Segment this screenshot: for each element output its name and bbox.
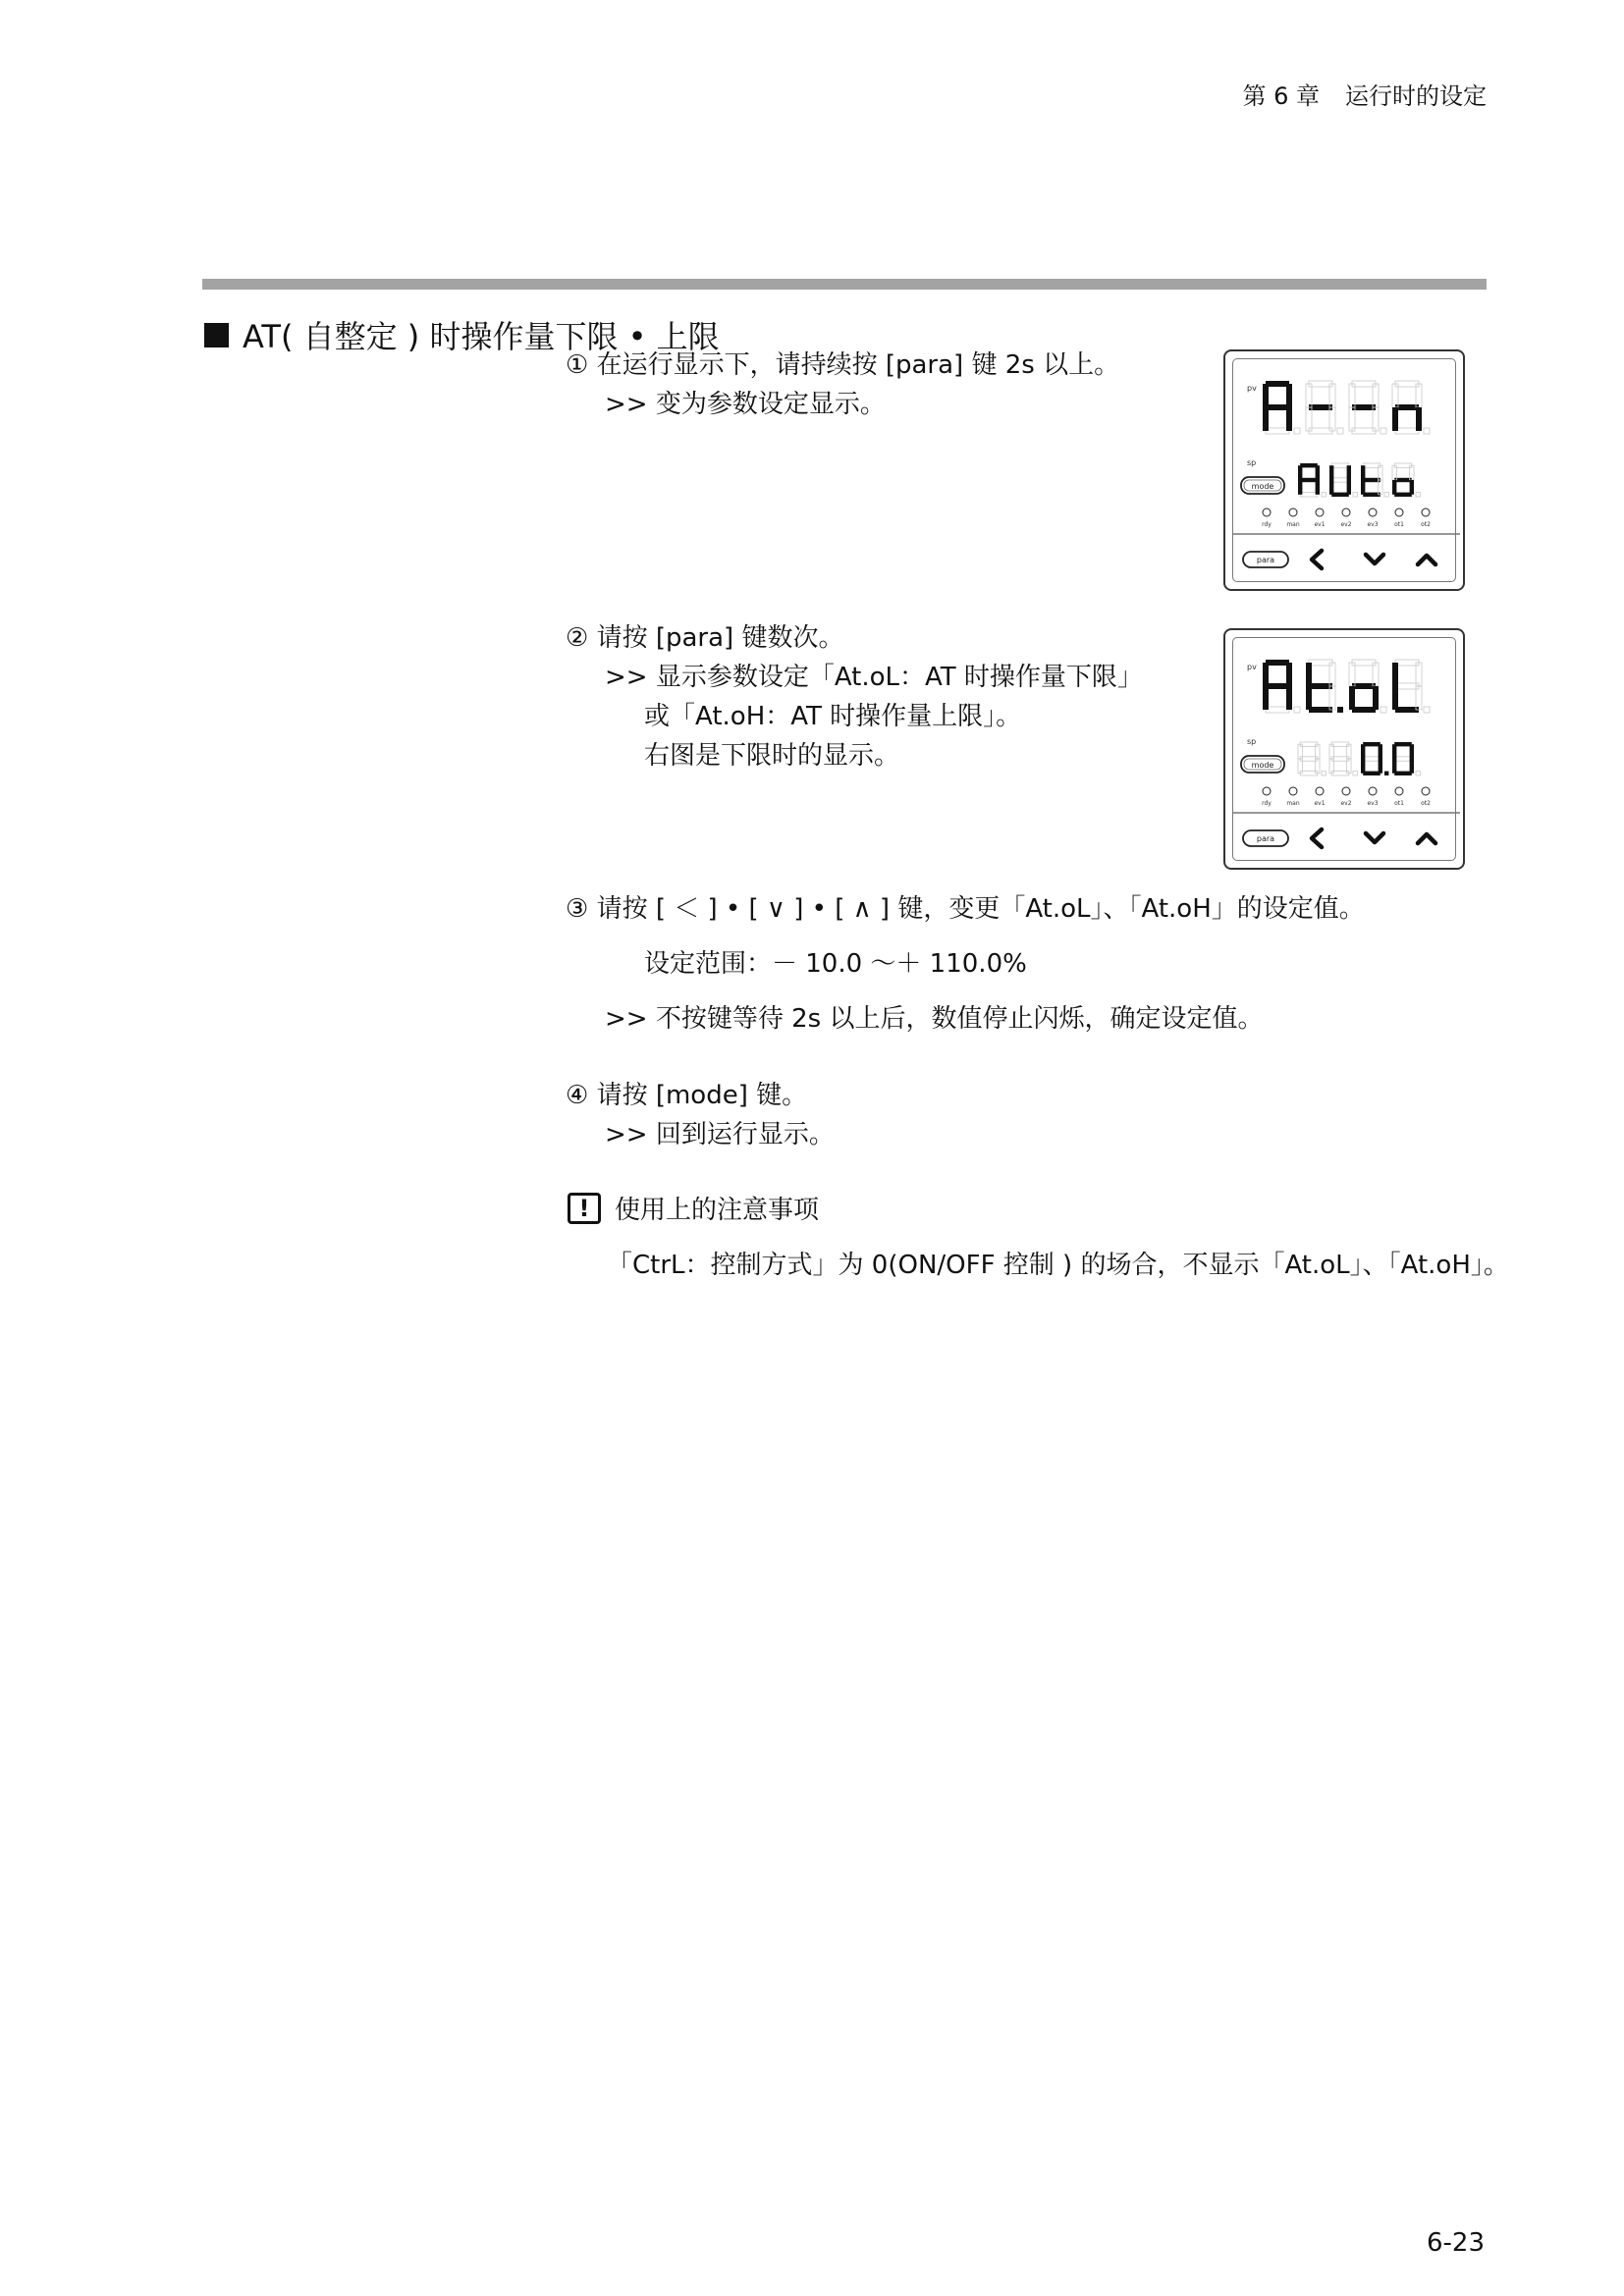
- segment: [1395, 660, 1419, 666]
- indicator-leds: [1262, 787, 1431, 807]
- indicator-led-icon: [1342, 508, 1350, 516]
- sp-label: sp: [1247, 458, 1257, 467]
- segment: [1394, 463, 1412, 467]
- decimal-point: [1294, 428, 1300, 434]
- decimal-point: [1424, 428, 1430, 434]
- step-2-line-3: 或「At.oH：AT 时操作量上限」。: [644, 702, 1022, 731]
- sp-display: [1298, 742, 1420, 775]
- segment: [1395, 683, 1419, 689]
- segment: [1300, 478, 1318, 482]
- segment: [1379, 759, 1382, 774]
- segment: [1410, 480, 1414, 495]
- segment: [1286, 663, 1292, 686]
- caution-title: 使用上的注意事项: [615, 1196, 820, 1225]
- indicator-led-icon: [1395, 508, 1403, 516]
- indicator-led-icon: [1316, 508, 1324, 516]
- segment: [1331, 463, 1349, 467]
- para-button[interactable]: [1243, 830, 1288, 846]
- up-arrow-key-icon[interactable]: [1418, 556, 1435, 564]
- segment: [1266, 660, 1289, 666]
- segment: [1416, 686, 1422, 710]
- segment: [1316, 465, 1320, 480]
- indicator-led-icon: [1263, 787, 1271, 795]
- indicator-led-label: ev2: [1340, 521, 1352, 528]
- segment: [1373, 407, 1379, 431]
- segment: [1306, 407, 1312, 431]
- mode-button[interactable]: [1241, 477, 1284, 494]
- segment: [1347, 480, 1351, 495]
- step-4-line-2: >> 回到运行显示。: [605, 1120, 835, 1149]
- segment: [1266, 381, 1289, 387]
- segment: [1373, 663, 1379, 686]
- segment: [1416, 663, 1422, 686]
- down-arrow-key-icon[interactable]: [1366, 833, 1383, 842]
- segment: [1329, 663, 1335, 686]
- segment: [1352, 683, 1376, 689]
- segment: [1329, 407, 1335, 431]
- decimal-point: [1416, 493, 1420, 497]
- decimal-point: [1353, 772, 1357, 775]
- controller-face-1: [1225, 351, 1467, 593]
- segment: [1363, 772, 1380, 775]
- section-title: AT( 自整定 ) 时操作量下限 • 上限: [243, 318, 720, 355]
- seven-segment-digit: [1349, 381, 1386, 434]
- segment: [1352, 428, 1376, 434]
- indicator-led-icon: [1395, 787, 1403, 795]
- decimal-point: [1384, 772, 1388, 775]
- segment: [1286, 384, 1292, 407]
- page-number: 6-23: [1426, 2228, 1485, 2258]
- segment: [1309, 707, 1332, 713]
- segment: [1331, 742, 1349, 746]
- decimal-point: [1380, 428, 1386, 434]
- segment: [1394, 493, 1412, 497]
- seven-segment-digit: [1306, 381, 1343, 434]
- seven-segment-digit: [1329, 463, 1357, 497]
- indicator-led-label: man: [1286, 521, 1300, 528]
- caution-heading: [568, 1190, 819, 1226]
- segment: [1392, 407, 1398, 431]
- segment: [1395, 404, 1419, 410]
- seven-segment-digit: [1263, 660, 1300, 713]
- segment: [1349, 407, 1355, 431]
- step-2-line-2: >> 显示参数设定「At.oL：AT 时操作量下限」: [605, 663, 1143, 692]
- indicator-led-icon: [1263, 508, 1271, 516]
- step-4: [566, 1076, 835, 1154]
- segment: [1306, 384, 1312, 407]
- section-rule: [202, 279, 1487, 290]
- segment: [1363, 742, 1380, 746]
- step-3-line-3: >> 不按键等待 2s 以上后，数值停止闪烁，确定设定值。: [605, 1004, 1264, 1034]
- decimal-point: [1384, 493, 1388, 497]
- segment: [1373, 686, 1379, 710]
- segment: [1352, 660, 1376, 666]
- segment: [1329, 686, 1335, 710]
- segment: [1395, 381, 1419, 387]
- sp-label: sp: [1247, 737, 1257, 746]
- segment: [1373, 384, 1379, 407]
- segment: [1395, 428, 1419, 434]
- segment: [1379, 480, 1382, 495]
- segment: [1329, 465, 1333, 480]
- para-button[interactable]: [1243, 552, 1288, 567]
- seven-segment-digit: [1298, 463, 1326, 497]
- pv-display: [1263, 381, 1430, 434]
- step-3: [566, 889, 1365, 1039]
- segment: [1300, 493, 1318, 497]
- seven-segment-digit: [1329, 742, 1357, 775]
- segment: [1306, 663, 1312, 686]
- indicator-led-label: ev1: [1314, 800, 1326, 807]
- indicator-leds: [1262, 508, 1431, 528]
- segment: [1286, 686, 1292, 710]
- up-arrow-key-icon[interactable]: [1418, 834, 1435, 843]
- segment: [1309, 660, 1332, 666]
- segment: [1392, 384, 1398, 407]
- seven-segment-digit: [1263, 381, 1300, 434]
- step-2-line-4: 右图是下限时的显示。: [644, 741, 900, 771]
- indicator-led-icon: [1342, 787, 1350, 795]
- indicator-led-label: rdy: [1262, 521, 1272, 528]
- segment: [1361, 465, 1365, 480]
- segment: [1298, 480, 1302, 495]
- indicator-led-label: rdy: [1262, 800, 1272, 807]
- step-2-line-1: ② 请按 [para] 键数次。: [566, 623, 844, 653]
- seven-segment-digit: [1392, 660, 1430, 713]
- segment: [1306, 686, 1312, 710]
- segment: [1410, 744, 1414, 759]
- running-header: [1242, 77, 1487, 111]
- indicator-led-label: ev1: [1314, 521, 1326, 528]
- decimal-point: [1380, 707, 1386, 713]
- decimal-point: [1294, 707, 1300, 713]
- left-arrow-key-icon[interactable]: [1312, 551, 1322, 568]
- segment: [1394, 742, 1412, 746]
- segment: [1392, 480, 1396, 495]
- caution-text: 「CtrL：控制方式」为 0(ON/OFF 控制 ) 的场合，不显示「At.oL」、「At.oH」。: [607, 1251, 1509, 1280]
- indicator-led-icon: [1369, 508, 1377, 516]
- segment: [1363, 757, 1380, 761]
- segment: [1300, 463, 1318, 467]
- square-bullet-icon: [204, 323, 229, 347]
- sp-display: [1298, 463, 1420, 497]
- segment: [1266, 707, 1289, 713]
- mode-button-label: mode: [1251, 761, 1274, 770]
- segment: [1309, 428, 1332, 434]
- segment: [1361, 744, 1365, 759]
- segment: [1394, 757, 1412, 761]
- segment: [1410, 759, 1414, 774]
- indicator-led-label: ot1: [1394, 521, 1404, 528]
- seven-segment-digit: [1392, 381, 1430, 434]
- segment: [1392, 744, 1396, 759]
- exclamation-icon: !: [568, 1193, 601, 1224]
- segment: [1331, 772, 1349, 775]
- seven-segment-digit: [1349, 660, 1386, 713]
- seven-segment-digit: [1392, 463, 1420, 497]
- segment: [1309, 404, 1332, 410]
- decimal-point: [1337, 428, 1343, 434]
- indicator-led-label: ev2: [1340, 800, 1352, 807]
- mode-button-label: mode: [1251, 482, 1274, 491]
- segment: [1363, 478, 1380, 482]
- segment: [1416, 407, 1422, 431]
- decimal-point: [1322, 493, 1326, 497]
- mode-button[interactable]: [1241, 756, 1284, 773]
- indicator-led-icon: [1289, 787, 1297, 795]
- segment: [1379, 744, 1382, 759]
- chapter-title: 运行时的设定: [1345, 82, 1487, 110]
- step-2: [566, 618, 1143, 775]
- segment: [1331, 478, 1349, 482]
- segment: [1329, 384, 1335, 407]
- segment: [1361, 480, 1365, 495]
- pv-display: [1263, 660, 1430, 713]
- decimal-point: [1353, 493, 1357, 497]
- seven-segment-digit: [1298, 742, 1326, 775]
- controller-face-2: [1225, 630, 1467, 872]
- seven-segment-digit: [1306, 660, 1343, 713]
- segment: [1298, 465, 1302, 480]
- setting-range: 设定范围：－ 10.0 ～＋ 110.0%: [644, 949, 1027, 979]
- segment: [1352, 707, 1376, 713]
- seven-segment-digit: [1361, 463, 1388, 497]
- segment: [1263, 407, 1269, 431]
- segment: [1349, 663, 1355, 686]
- segment: [1300, 757, 1318, 761]
- segment: [1263, 663, 1269, 686]
- segment: [1309, 381, 1332, 387]
- segment: [1331, 493, 1349, 497]
- decimal-point: [1424, 707, 1430, 713]
- segment: [1300, 742, 1318, 746]
- pv-label: pv: [1247, 384, 1257, 393]
- segment: [1349, 384, 1355, 407]
- segment: [1331, 757, 1349, 761]
- segment: [1395, 707, 1419, 713]
- indicator-led-label: ev3: [1367, 800, 1379, 807]
- step-1-line-2: >> 变为参数设定显示。: [605, 390, 886, 419]
- segment: [1363, 493, 1380, 497]
- indicator-led-label: ot2: [1421, 800, 1431, 807]
- segment: [1309, 683, 1332, 689]
- indicator-led-icon: [1422, 508, 1430, 516]
- chapter-label: 第 6 章: [1242, 82, 1320, 110]
- segment: [1266, 404, 1289, 410]
- segment: [1361, 759, 1365, 774]
- segment: [1300, 772, 1318, 775]
- indicator-led-icon: [1316, 787, 1324, 795]
- decimal-point: [1337, 707, 1343, 713]
- indicator-led-icon: [1289, 508, 1297, 516]
- decimal-point: [1416, 772, 1420, 775]
- segment: [1363, 463, 1380, 467]
- indicator-led-label: ev3: [1367, 521, 1379, 528]
- seven-segment-digit: [1361, 742, 1388, 775]
- segment: [1286, 407, 1292, 431]
- segment: [1416, 384, 1422, 407]
- segment: [1392, 686, 1398, 710]
- pv-label: pv: [1247, 663, 1257, 671]
- step-1: [566, 346, 1119, 424]
- para-button-label: para: [1256, 834, 1275, 843]
- segment: [1352, 381, 1376, 387]
- controller-panel-2: [1223, 628, 1465, 870]
- indicator-led-icon: [1369, 787, 1377, 795]
- controller-panel-1: [1223, 349, 1465, 591]
- segment: [1329, 480, 1333, 495]
- step-1-line-1: ① 在运行显示下，请持续按 [para] 键 2s 以上。: [566, 350, 1120, 380]
- segment: [1392, 663, 1398, 686]
- segment: [1263, 686, 1269, 710]
- segment: [1263, 384, 1269, 407]
- segment: [1266, 428, 1289, 434]
- segment: [1347, 465, 1351, 480]
- indicator-led-label: ot1: [1394, 800, 1404, 807]
- segment: [1392, 759, 1396, 774]
- indicator-led-icon: [1422, 787, 1430, 795]
- segment: [1394, 478, 1412, 482]
- step-4-line-1: ④ 请按 [mode] 键。: [566, 1081, 808, 1110]
- segment: [1394, 772, 1412, 775]
- indicator-led-label: ot2: [1421, 521, 1431, 528]
- para-button-label: para: [1256, 556, 1275, 564]
- decimal-point: [1322, 772, 1326, 775]
- segment: [1349, 686, 1355, 710]
- step-3-line-1: ③ 请按 [ ＜ ] • [ ∨ ] • [ ∧ ] 键，变更「At.oL」、「At.oH」的设定值。: [566, 894, 1365, 924]
- segment: [1352, 404, 1376, 410]
- left-arrow-key-icon[interactable]: [1312, 829, 1322, 847]
- segment: [1316, 480, 1320, 495]
- indicator-led-label: man: [1286, 800, 1300, 807]
- segment: [1266, 683, 1289, 689]
- down-arrow-key-icon[interactable]: [1366, 555, 1383, 563]
- seven-segment-digit: [1392, 742, 1420, 775]
